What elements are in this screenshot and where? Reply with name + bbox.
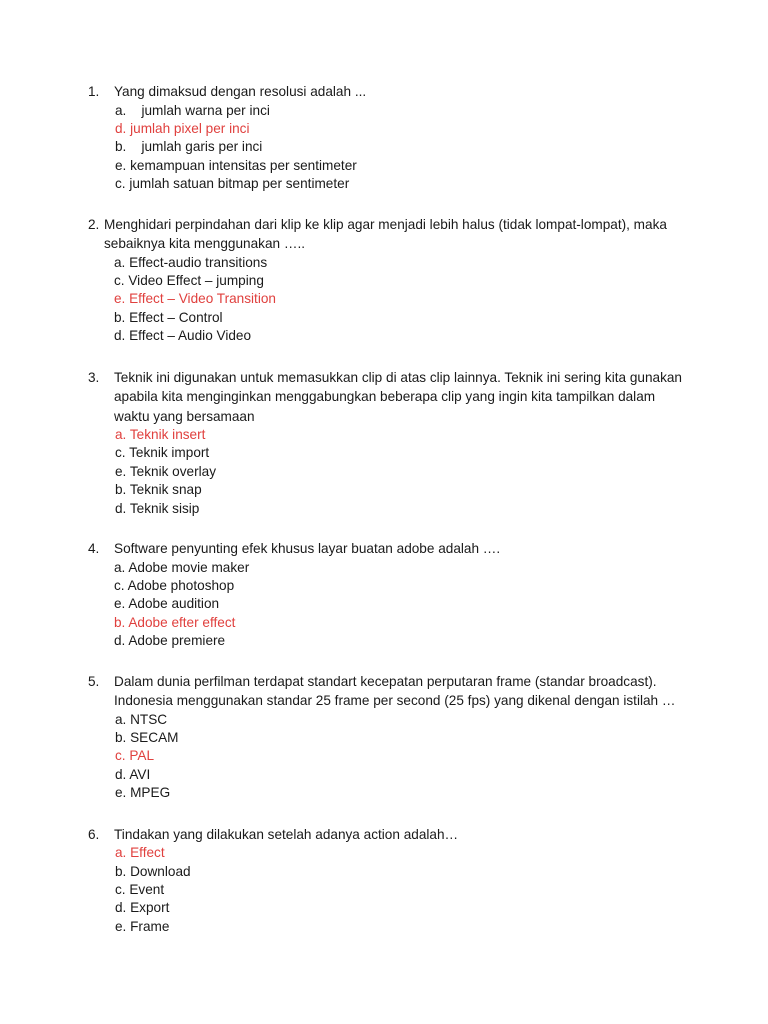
option-item[interactable]: d. Effect – Audio Video bbox=[114, 328, 252, 344]
option-list-1 bbox=[88, 102, 708, 194]
option-item[interactable]: e. Teknik overlay bbox=[115, 463, 216, 479]
option-item[interactable]: c. Video Effect – jumping bbox=[114, 272, 264, 288]
option-item[interactable]: e. kemampuan intensitas per sentimeter bbox=[115, 157, 357, 173]
question-stem-4 bbox=[88, 539, 708, 559]
option-list-6 bbox=[88, 844, 708, 936]
question-number-3: 3. bbox=[88, 369, 100, 385]
option-item[interactable]: d. Adobe premiere bbox=[114, 633, 226, 649]
option-item[interactable]: d. Teknik sisip bbox=[115, 500, 200, 516]
option-item[interactable]: a. Teknik insert bbox=[115, 427, 206, 443]
question-block-1 bbox=[88, 82, 708, 194]
question-number-6: 6. bbox=[88, 826, 100, 842]
option-item[interactable]: b. Download bbox=[115, 863, 191, 879]
option-item[interactable]: e. MPEG bbox=[115, 785, 171, 801]
option-item[interactable]: b. Effect – Control bbox=[114, 309, 223, 325]
option-item[interactable]: e. Adobe audition bbox=[114, 596, 220, 612]
question-stem-2 bbox=[88, 215, 708, 254]
option-item[interactable]: d. AVI bbox=[115, 766, 151, 782]
question-number-5: 5. bbox=[88, 673, 100, 689]
option-item[interactable]: b. SECAM bbox=[115, 730, 179, 746]
question-block-4 bbox=[88, 539, 708, 651]
option-item[interactable]: a. Effect-audio transitions bbox=[114, 254, 268, 270]
option-item[interactable]: a. jumlah warna per inci bbox=[115, 102, 270, 118]
option-item[interactable]: c. PAL bbox=[115, 748, 155, 764]
option-item[interactable]: a. NTSC bbox=[115, 711, 168, 727]
question-stem-6 bbox=[88, 825, 708, 845]
option-item[interactable]: c. Teknik import bbox=[115, 445, 210, 461]
option-item[interactable]: d. jumlah pixel per inci bbox=[115, 120, 250, 136]
option-item[interactable]: e. Frame bbox=[115, 918, 170, 934]
option-item[interactable]: a. Effect bbox=[115, 845, 165, 861]
question-text-4: Software penyunting efek khusus layar buatan adobe adalah …. bbox=[114, 541, 501, 557]
question-stem-1 bbox=[88, 82, 708, 102]
option-list-5 bbox=[88, 711, 708, 803]
question-block-2 bbox=[88, 215, 708, 346]
question-block-3 bbox=[88, 368, 708, 519]
option-item[interactable]: b. Adobe efter effect bbox=[114, 614, 236, 630]
question-number-4: 4. bbox=[88, 541, 100, 557]
option-item[interactable]: c. Event bbox=[115, 881, 165, 897]
question-stem-3 bbox=[88, 368, 708, 427]
question-text-3: Teknik ini digunakan untuk memasukkan clip di atas clip lainnya. Teknik ini sering kita gunakan apabila kita menginginkan menggabungkan beberapa clip yang ingin kita tampilkan dalam waktu yang bersamaan bbox=[114, 369, 682, 424]
option-item[interactable]: b. jumlah garis per inci bbox=[115, 139, 263, 155]
option-item[interactable]: b. Teknik snap bbox=[115, 482, 202, 498]
question-stem-5 bbox=[88, 672, 708, 711]
option-item[interactable]: c. Adobe photoshop bbox=[114, 578, 235, 593]
option-item[interactable]: a. Adobe movie maker bbox=[114, 559, 250, 575]
option-item[interactable]: d. Export bbox=[115, 900, 170, 916]
option-item[interactable]: e. Effect – Video Transition bbox=[114, 291, 276, 307]
option-list-4 bbox=[88, 559, 708, 651]
question-number-1: 1. bbox=[88, 84, 100, 99]
question-text-2: Menghidari perpindahan dari klip ke klip agar menjadi lebih halus (tidak lompat-lompat), maka sebaiknya kita menggunakan ….. bbox=[104, 216, 667, 252]
question-text-1: Yang dimaksud dengan resolusi adalah ... bbox=[114, 84, 367, 99]
question-text-5: Dalam dunia perfilman terdapat standart kecepatan perputaran frame (standar broadcast). Indonesia menggunakan standar 25 frame per second (25 fps) yang dikenal dengan istilah … bbox=[114, 673, 676, 709]
option-list-3 bbox=[88, 426, 708, 518]
question-block-5 bbox=[88, 672, 708, 803]
question-number-2: 2. bbox=[88, 216, 100, 232]
option-list-2 bbox=[88, 254, 708, 346]
question-text-6: Tindakan yang dilakukan setelah adanya action adalah… bbox=[114, 826, 459, 842]
question-block-6 bbox=[88, 825, 708, 937]
option-item[interactable]: c. jumlah satuan bitmap per sentimeter bbox=[115, 176, 350, 192]
